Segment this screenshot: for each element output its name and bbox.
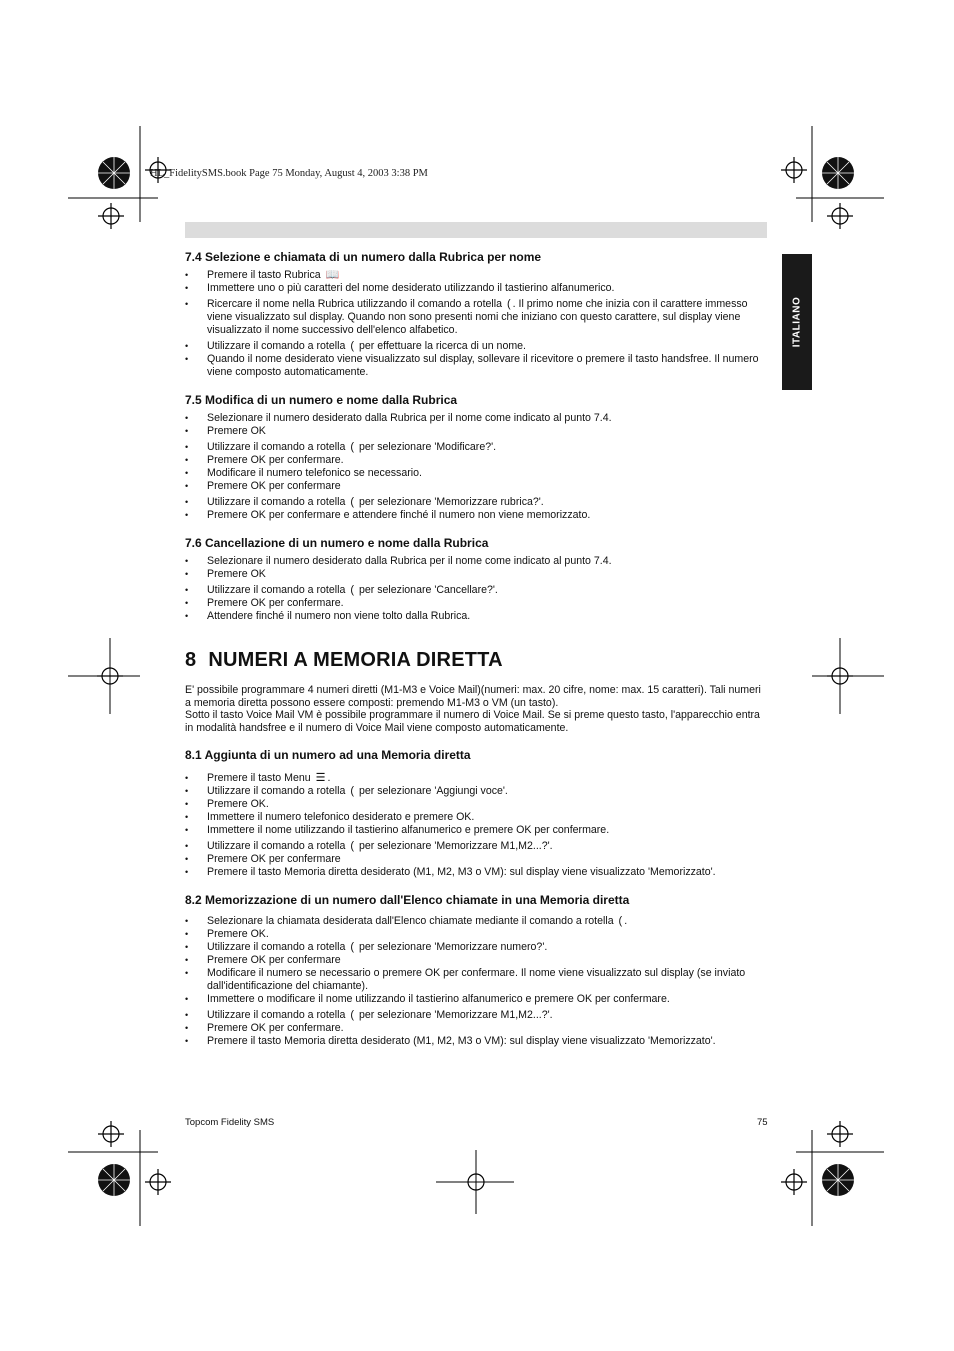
list-item: • Utilizzare il comando a rotella ( per effettuare la ricerca di un nome. xyxy=(185,340,767,353)
list-item: • Premere OK. xyxy=(185,928,767,941)
list-item: • Immettere il nome utilizzando il tastierino alfanumerico e premere OK per confermare. xyxy=(185,824,767,837)
list-item: • Immettere uno o più caratteri del nome desiderato utilizzando il tastierino alfanumerico. xyxy=(185,282,767,295)
page-content xyxy=(185,250,767,1062)
scroll-wheel-icon: ( xyxy=(618,915,623,927)
scroll-wheel-icon: ( xyxy=(350,840,354,852)
list-item: • Premere OK xyxy=(185,568,767,581)
page-number: 75 xyxy=(757,1117,768,1128)
section-7-4-title: 7.4 Selezione e chiamata di un numero dalla Rubrica per nome xyxy=(185,250,542,264)
scroll-wheel-icon: ( xyxy=(350,1009,354,1021)
list-item: • Attendere finché il numero non viene tolto dalla Rubrica. xyxy=(185,610,767,623)
scroll-wheel-icon: ( xyxy=(350,441,354,453)
list-item: • Selezionare il numero desiderato dalla Rubrica per il nome come indicato al punto 7.4. xyxy=(185,555,767,568)
list-item: • Premere il tasto Rubrica 📖 xyxy=(185,269,767,282)
scroll-wheel-icon: ( xyxy=(350,584,354,596)
language-tab-label: ITALIANO xyxy=(791,296,803,348)
scroll-wheel-icon: ( xyxy=(350,340,354,352)
scroll-wheel-icon: ( xyxy=(350,941,354,953)
list-item: • Ricercare il nome nella Rubrica utilizzando il comando a rotella ( . Il primo nome che inizia con il carattere immesso viene visualizzato sul display. Quando non sono presenti nomi che iniziano con questo carattere, sul display viene visualizzato il nome successivo dell'elenco alfabetico. xyxy=(185,298,767,337)
list-item: • Premere OK per confermare. xyxy=(185,1022,767,1035)
section-7-5-title: 7.5 Modifica di un numero e nome dalla Rubrica xyxy=(185,393,458,407)
section-7-6-list xyxy=(185,555,767,623)
chapter-8-title: 8 NUMERI A MEMORIA DIRETTA xyxy=(185,649,503,671)
menu-icon: ☰ xyxy=(315,772,326,784)
language-tab xyxy=(782,254,812,390)
print-slug: HL_FidelitySMS.book Page 75 Monday, August 4, 2003 3:38 PM xyxy=(150,168,428,179)
list-item: • Utilizzare il comando a rotella ( per selezionare 'Cancellare?'. xyxy=(185,584,767,597)
list-item: • Quando il nome desiderato viene visualizzato sul display, sollevare il ricevitore o premere il tasto handsfree. Il numero viene composto automaticamente. xyxy=(185,353,767,379)
scroll-wheel-icon: ( xyxy=(506,298,511,310)
list-item: • Premere OK per confermare. xyxy=(185,597,767,610)
list-item: • Premere il tasto Memoria diretta desiderato (M1, M2, M3 o VM): sul display viene visualizzato 'Memorizzato'. xyxy=(185,866,767,879)
list-item: • Premere OK per confermare. xyxy=(185,454,767,467)
scroll-wheel-icon: ( xyxy=(350,496,354,508)
list-item: • Selezionare il numero desiderato dalla Rubrica per il nome come indicato al punto 7.4. xyxy=(185,412,767,425)
header-bar xyxy=(185,222,767,238)
list-item: • Premere OK per confermare xyxy=(185,954,767,967)
list-item: • Premere OK per confermare xyxy=(185,480,767,493)
section-8-1-title: 8.1 Aggiunta di un numero ad una Memoria diretta xyxy=(185,748,471,762)
section-8-1-list xyxy=(185,772,767,879)
list-item: • Utilizzare il comando a rotella ( per selezionare 'Memorizzare numero?'. xyxy=(185,941,767,954)
list-item: • Modificare il numero se necessario o premere OK per confermare. Il nome viene visualizzato sul display (se inviato dall'identificazione del chiamante). xyxy=(185,967,767,993)
list-item: • Utilizzare il comando a rotella ( per selezionare 'Memorizzare rubrica?'. xyxy=(185,496,767,509)
section-7-6-title: 7.6 Cancellazione di un numero e nome dalla Rubrica xyxy=(185,536,489,550)
list-item: • Immettere il numero telefonico desiderato e premere OK. xyxy=(185,811,767,824)
list-item: • Selezionare la chiamata desiderata dall'Elenco chiamate mediante il comando a rotella ( . xyxy=(185,915,767,928)
list-item: • Premere il tasto Menu ☰ . xyxy=(185,772,767,785)
list-item: • Premere OK per confermare xyxy=(185,853,767,866)
list-item: • Premere OK. xyxy=(185,798,767,811)
list-item: • Utilizzare il comando a rotella ( per selezionare 'Memorizzare M1,M2...?'. xyxy=(185,840,767,853)
scroll-wheel-icon: ( xyxy=(350,785,354,797)
section-7-5-list xyxy=(185,412,767,522)
list-item: • Utilizzare il comando a rotella ( per selezionare 'Aggiungi voce'. xyxy=(185,785,767,798)
list-item: • Utilizzare il comando a rotella ( per selezionare 'Memorizzare M1,M2...?'. xyxy=(185,1009,767,1022)
chapter-8-intro: E' possibile programmare 4 numeri diretti (M1-M3 e Voice Mail)(numeri: max. 20 cifre, nome: max. 15 caratteri). Tali numeri a memoria diretta possono essere composti: premendo M1-M3 o VM (un tasto). Sotto il tasto Voice Mail VM è possibile programmare il numero di Voice Mail. Se si preme questo tasto, l'apparecchio entra in modalità handsfree e il numero di Voice Mail viene composto automaticamente. xyxy=(185,684,761,734)
list-item: • Utilizzare il comando a rotella ( per selezionare 'Modificare?'. xyxy=(185,441,767,454)
footer-product: Topcom Fidelity SMS xyxy=(185,1117,275,1128)
list-item: • Immettere o modificare il nome utilizzando il tastierino alfanumerico e premere OK per confermare. xyxy=(185,993,767,1006)
list-item: • Premere OK per confermare e attendere finché il numero non viene memorizzato. xyxy=(185,509,767,522)
phonebook-icon: 📖 xyxy=(325,269,340,281)
section-8-2-title: 8.2 Memorizzazione di un numero dall'Elenco chiamate in una Memoria diretta xyxy=(185,893,630,907)
list-item: • Premere il tasto Memoria diretta desiderato (M1, M2, M3 o VM): sul display viene visualizzato 'Memorizzato'. xyxy=(185,1035,767,1048)
list-item: • Premere OK xyxy=(185,425,767,438)
section-7-4-list xyxy=(185,269,767,379)
list-item: • Modificare il numero telefonico se necessario. xyxy=(185,467,767,480)
section-8-2-list xyxy=(185,915,767,1048)
